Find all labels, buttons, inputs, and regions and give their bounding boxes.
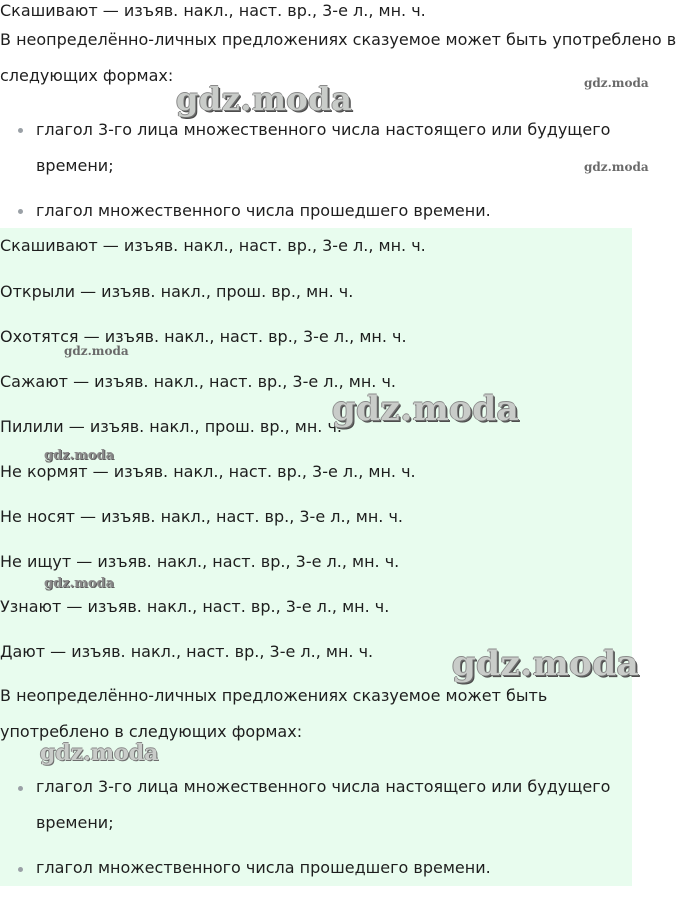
answer-bullet-2: глагол множественного числа прошедшего времени. — [36, 858, 491, 877]
answer-row: Пилили — изъяв. накл., прош. вр., мн. ч. — [0, 417, 343, 436]
answer-rule-line-1: В неопределённо-личных предложениях сказуемое может быть — [0, 686, 548, 705]
answer-row: Открыли — изъяв. накл., прош. вр., мн. ч. — [0, 282, 354, 301]
answer-row: Скашивают — изъяв. накл., наст. вр., 3-е л., мн. ч. — [0, 236, 426, 255]
bullet-dot — [18, 209, 23, 214]
watermark: gdz.moda — [332, 389, 520, 429]
answer-row: Не носят — изъяв. накл., наст. вр., 3-е л., мн. ч. — [0, 507, 403, 526]
watermark: gdz.moda — [452, 644, 640, 684]
answer-row: Узнают — изъяв. накл., наст. вр., 3-е л., мн. ч. — [0, 597, 390, 616]
bullet-dot — [18, 867, 23, 872]
watermark: gdz.moda — [584, 76, 649, 90]
answer-row: Дают — изъяв. накл., наст. вр., 3-е л., мн. ч. — [0, 642, 374, 661]
answer-bullet-1-line-2: времени; — [36, 813, 114, 832]
clipped-top-line — [0, 0, 680, 19]
clipped-top-text: Скашивают — изъяв. накл., наст. вр., 3-е л., мн. ч. — [0, 1, 426, 19]
answer-bullet-1-line-1: глагол 3-го лица множественного числа настоящего или будущего — [36, 777, 611, 796]
watermark: gdz.moda — [64, 344, 129, 358]
bullet-dot — [18, 128, 23, 133]
watermark: gdz.moda — [44, 576, 115, 591]
answer-row: Не кормят — изъяв. накл., наст. вр., 3-е л., мн. ч. — [0, 462, 416, 481]
intro-line-2: следующих формах: — [0, 66, 174, 85]
watermark: gdz.moda — [40, 740, 159, 766]
bullet-dot — [18, 786, 23, 791]
answer-row: Охотятся — изъяв. накл., наст. вр., 3-е л., мн. ч. — [0, 327, 407, 346]
answer-row: Не ищут — изъяв. накл., наст. вр., 3-е л., мн. ч. — [0, 552, 400, 571]
watermark: gdz.moda — [176, 80, 353, 118]
watermark: gdz.moda — [44, 448, 115, 463]
intro-bullet-2: глагол множественного числа прошедшего времени. — [36, 201, 491, 220]
intro-bullet-1-line-1: глагол 3-го лица множественного числа настоящего или будущего — [36, 120, 611, 139]
intro-line-1: В неопределённо-личных предложениях сказуемое может быть употреблено в — [0, 30, 677, 49]
watermark: gdz.moda — [584, 160, 649, 174]
answer-row: Сажают — изъяв. накл., наст. вр., 3-е л., мн. ч. — [0, 372, 397, 391]
answer-rule-line-2: употреблено в следующих формах: — [0, 722, 303, 741]
intro-bullet-1-line-2: времени; — [36, 156, 114, 175]
